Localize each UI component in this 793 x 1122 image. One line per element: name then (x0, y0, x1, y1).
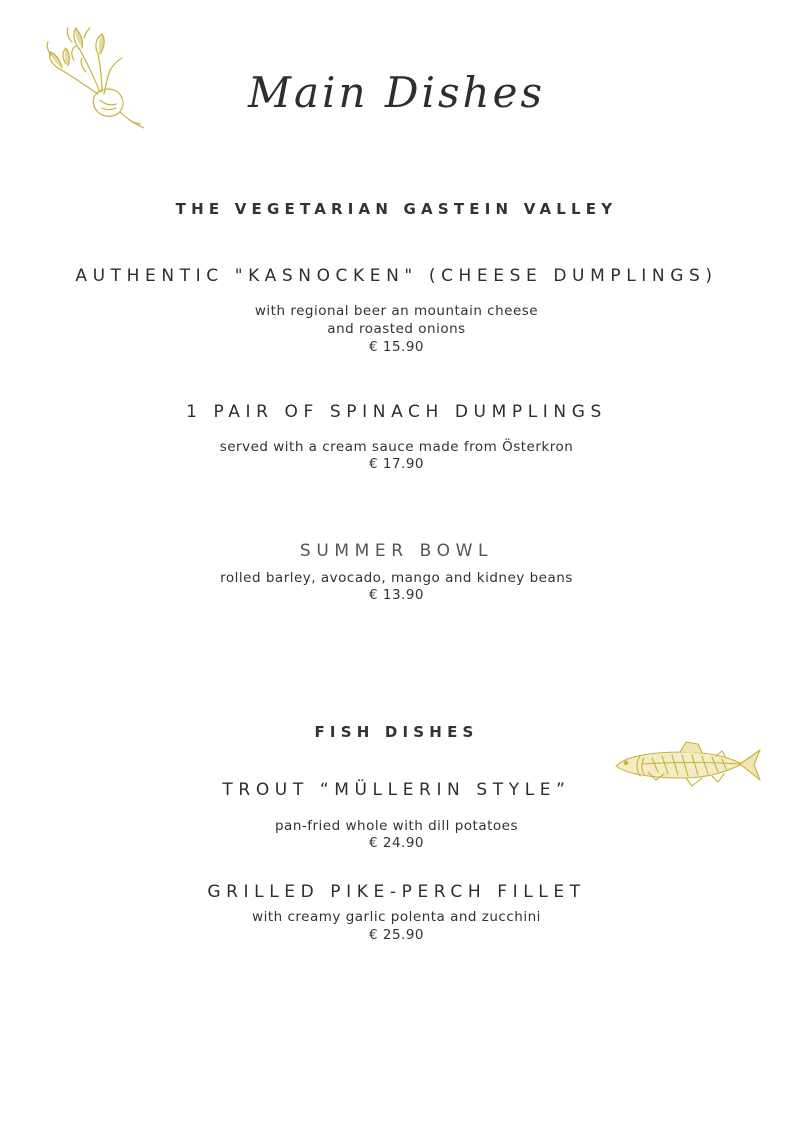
dish-name-summer-bowl: SUMMER BOWL (299, 541, 494, 561)
dish-price-summer-bowl: € 13.90 (368, 587, 425, 603)
dish-price-kasnocken: € 15.90 (368, 339, 425, 355)
dish-desc-kasnocken-2: and roasted onions (327, 321, 466, 337)
dish-desc-kasnocken: with regional beer an mountain cheese (254, 303, 539, 319)
dish-desc-trout: pan-fried whole with dill potatoes (274, 818, 519, 834)
dish-price-pike-perch: € 25.90 (368, 927, 425, 943)
dish-name-pike-perch: GRILLED PIKE-PERCH FILLET (207, 882, 586, 902)
dish-name-spinach-dumplings: 1 PAIR OF SPINACH DUMPLINGS (186, 402, 607, 422)
page-title: Main Dishes (248, 68, 545, 117)
section-heading-vegetarian: THE VEGETARIAN GASTEIN VALLEY (175, 200, 618, 218)
dish-desc-spinach-dumplings: served with a cream sauce made from Österkron (219, 439, 574, 455)
dish-name-trout: TROUT “MÜLLERIN STYLE” (222, 780, 571, 800)
dish-desc-summer-bowl: rolled barley, avocado, mango and kidney beans (220, 570, 573, 586)
dish-price-spinach-dumplings: € 17.90 (368, 456, 425, 472)
dish-name-kasnocken: AUTHENTIC "KASNOCKEN" (CHEESE DUMPLINGS) (75, 266, 718, 286)
dish-price-trout: € 24.90 (368, 835, 425, 851)
dish-desc-pike-perch: with creamy garlic polenta and zucchini (252, 909, 541, 925)
section-heading-fish: FISH DISHES (314, 723, 479, 741)
